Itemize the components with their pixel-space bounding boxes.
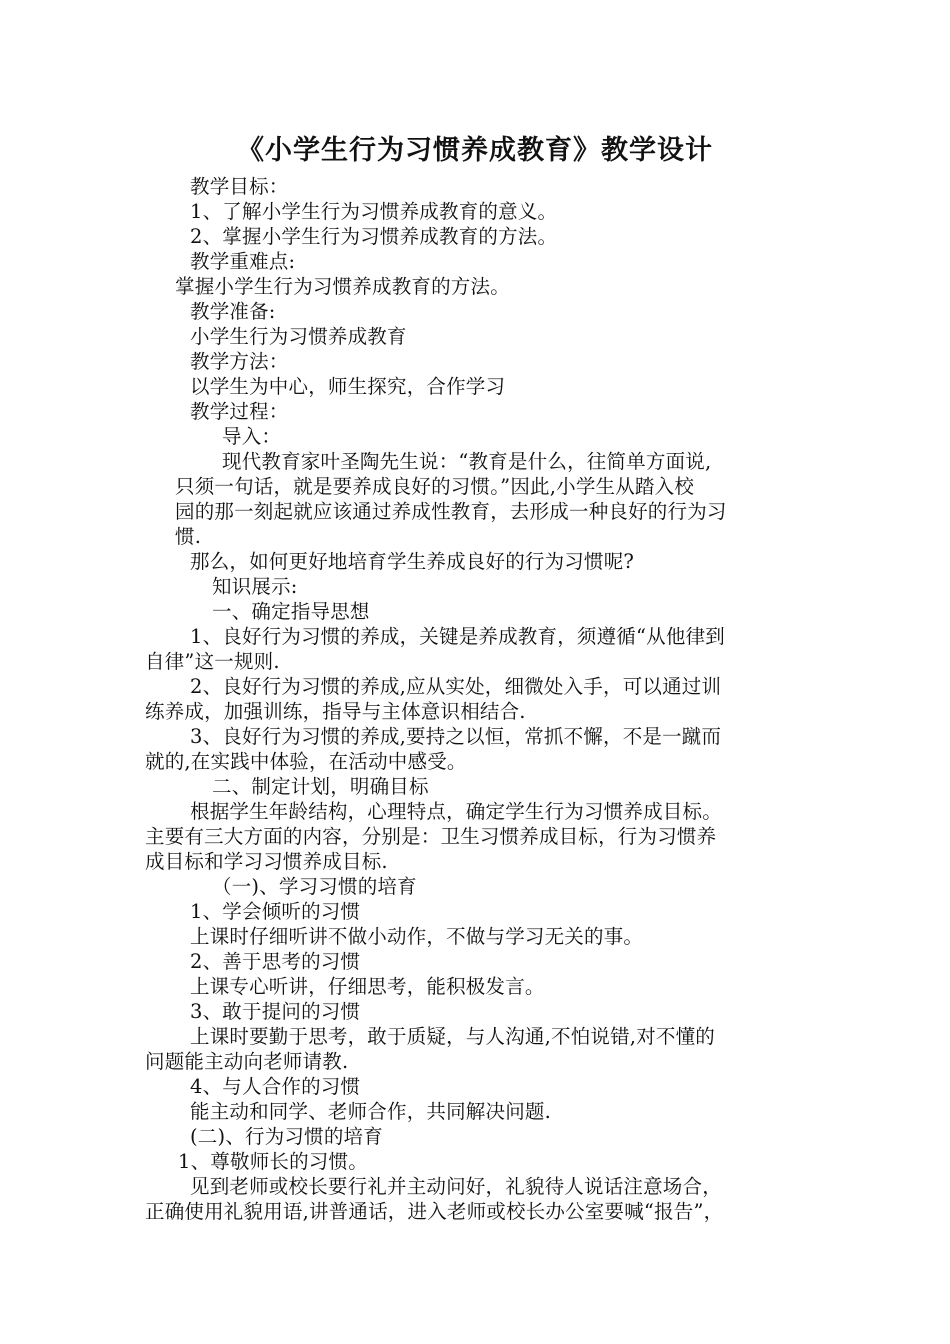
text-line: 上课时仔细听讲不做小动作，不做与学习无关的事。: [190, 925, 644, 948]
text-line: 掌握小学生行为习惯养成教育的方法。: [175, 275, 510, 298]
text-line: 2、掌握小学生行为习惯养成教育的方法。: [190, 225, 558, 248]
text-line: 现代教育家叶圣陶先生说：“教育是什么，往简单方面说,: [222, 450, 712, 473]
text-line: 1、学会倾听的习惯: [190, 900, 361, 923]
text-line: 正确使用礼貌用语,讲普通话，进入老师或校长办公室要喊“报告”，: [145, 1200, 724, 1223]
text-line: 园的那一刻起就应该通过养成性教育，去形成一种良好的行为习: [175, 500, 727, 523]
text-line: 见到老师或校长要行礼并主动问好，礼貌待人说话注意场合，: [190, 1175, 722, 1198]
text-line: 教学过程：: [190, 400, 289, 423]
text-line: 一、确定指导思想: [212, 600, 370, 623]
text-line: 主要有三大方面的内容，分别是：卫生习惯养成目标，行为习惯养: [145, 825, 717, 848]
text-line: 能主动和同学、老师合作，共同解决问题.: [190, 1100, 551, 1123]
text-line: 自律”这一规则.: [145, 650, 280, 673]
text-line: (二)、行为习惯的培育: [190, 1125, 383, 1148]
text-line: 上课专心听讲，仔细思考，能积极发言。: [190, 975, 545, 998]
text-line: （一)、学习习惯的培育: [212, 875, 417, 898]
text-line: 3、良好行为习惯的养成,要持之以恒，常抓不懈，不是一蹴而: [190, 725, 722, 748]
text-line: 知识展示:: [212, 575, 298, 598]
text-line: 上课时要勤于思考，敢于质疑，与人沟通,不怕说错,对不懂的: [190, 1025, 715, 1048]
text-line: 根据学生年龄结构，心理特点，确定学生行为习惯养成目标。: [190, 800, 722, 823]
text-line: 1、了解小学生行为习惯养成教育的意义。: [190, 200, 558, 223]
text-line: 教学重难点:: [190, 250, 296, 273]
text-line: 教学目标：: [190, 175, 289, 198]
text-line: 小学生行为习惯养成教育: [190, 325, 407, 348]
text-line: 教学方法：: [190, 350, 289, 373]
text-line: 就的,在实践中体验，在活动中感受。: [145, 750, 467, 773]
text-line: 二、制定计划，明确目标: [212, 775, 429, 798]
text-line: 只须一句话，就是要养成良好的习惯。”因此,小学生从踏入校: [175, 475, 695, 498]
text-line: 1、尊敬师长的习惯。: [178, 1150, 368, 1173]
text-line: 惯.: [175, 525, 202, 548]
text-line: 2、良好行为习惯的养成,应从实处，细微处入手，可以通过训: [190, 675, 722, 698]
text-line: 教学准备:: [190, 300, 276, 323]
text-line: 问题能主动向老师请教.: [145, 1050, 349, 1073]
text-line: 那么，如何更好地培育学生养成良好的行为习惯呢?: [190, 550, 635, 573]
text-line: 4、与人合作的习惯: [190, 1075, 361, 1098]
text-line: 2、善于思考的习惯: [190, 950, 361, 973]
text-line: 成目标和学习习惯养成目标.: [145, 850, 388, 873]
text-line: 练养成，加强训练，指导与主体意识相结合.: [145, 700, 526, 723]
text-line: 导入：: [222, 425, 282, 448]
document-title: 《小学生行为习惯养成教育》教学设计: [237, 135, 713, 166]
text-line: 以学生为中心，师生探究，合作学习: [190, 375, 506, 398]
text-line: 1、良好行为习惯的养成，关键是养成教育，须遵循“从他律到: [190, 625, 725, 648]
text-line: 3、敢于提问的习惯: [190, 1000, 361, 1023]
